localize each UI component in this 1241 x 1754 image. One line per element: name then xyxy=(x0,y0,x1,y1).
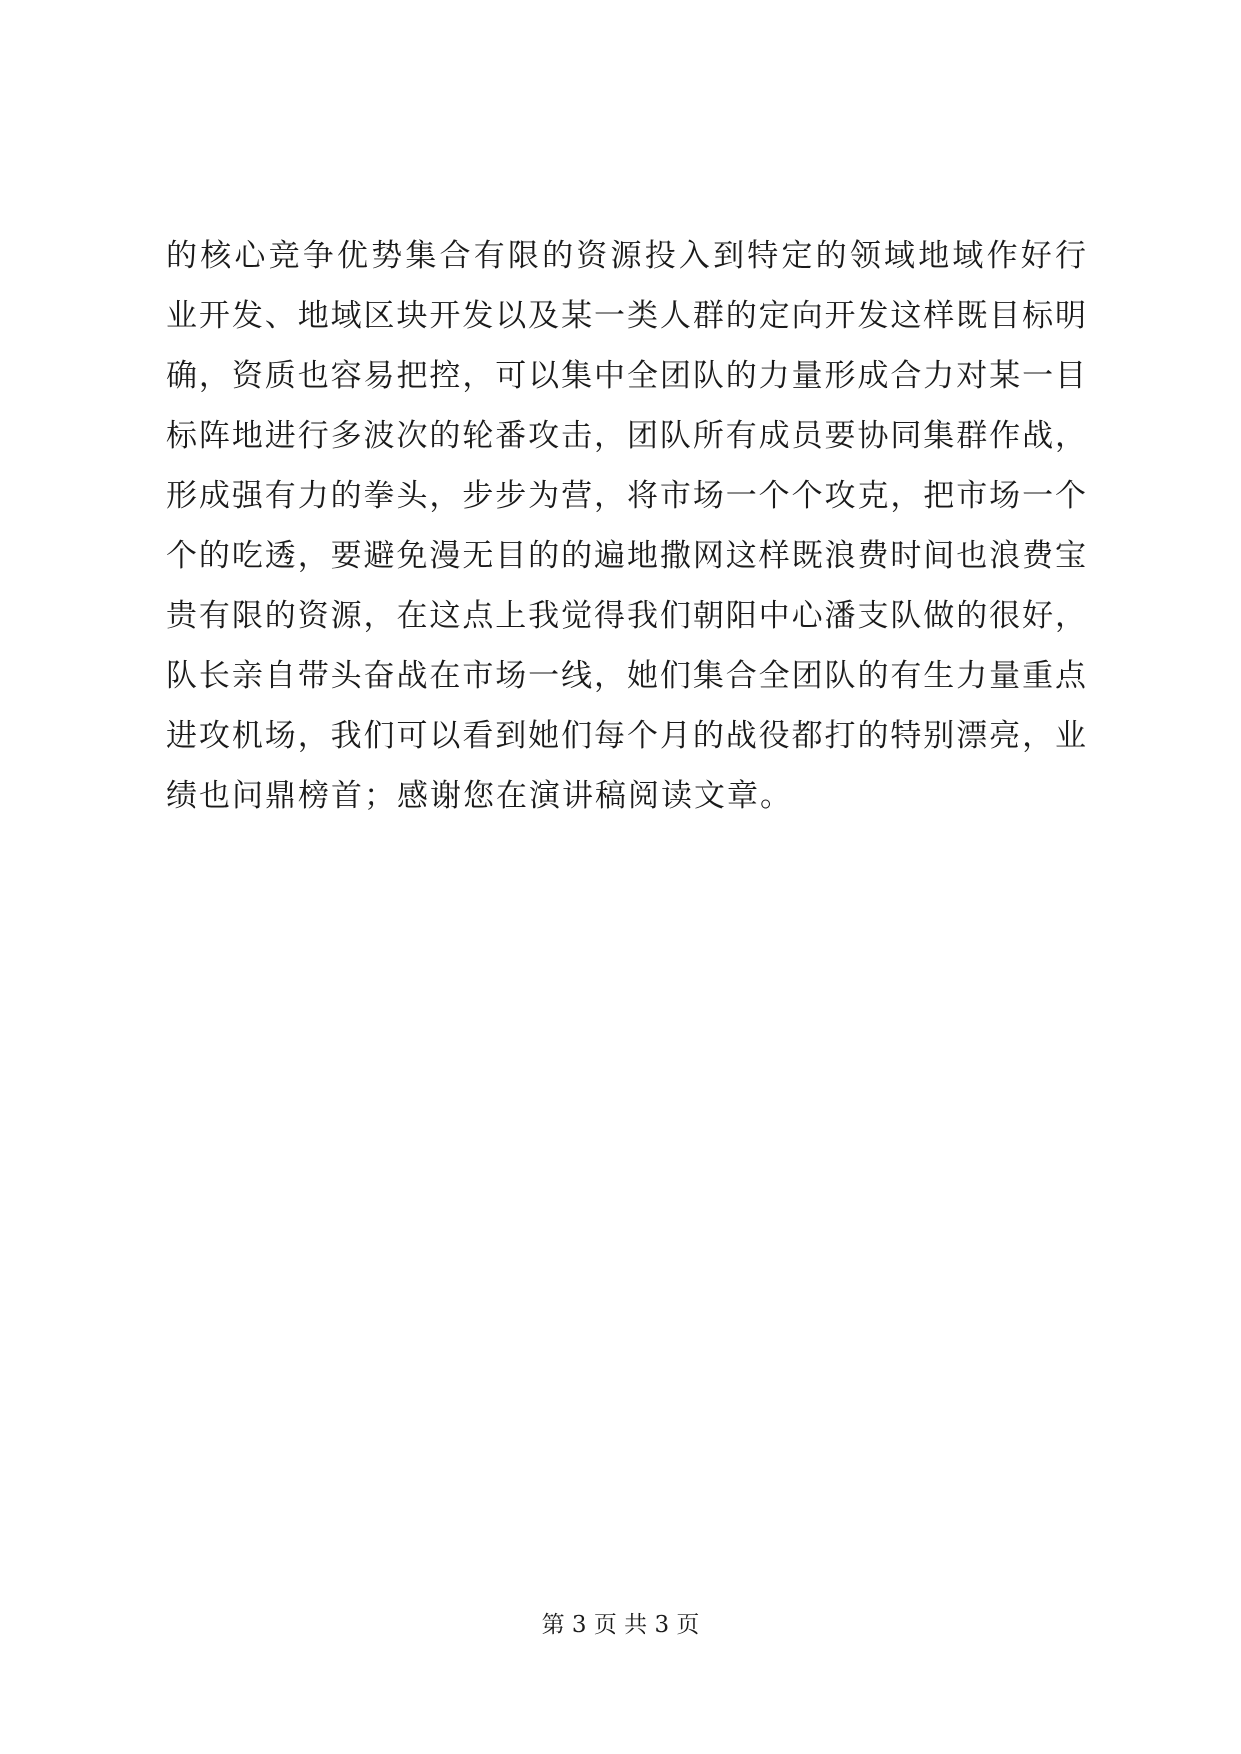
text-line-1: 的核心竞争优势集合有限的资源投入到特定的领域地域作好行 xyxy=(166,238,1086,274)
text-line-7: 贵有限的资源，在这点上我觉得我们朝阳中心潘支队做的很好， xyxy=(166,598,1086,634)
text-line-10: 绩也问鼎榜首；感谢您在演讲稿阅读文章。 xyxy=(166,778,793,814)
text-line-2: 业开发、地域区块开发以及某一类人群的定向开发这样既目标明 xyxy=(166,298,1086,334)
text-line-5: 形成强有力的拳头，步步为营，将市场一个个攻克，把市场一个 xyxy=(166,478,1086,514)
body-paragraph xyxy=(166,226,1086,826)
text-line-3: 确，资质也容易把控，可以集中全团队的力量形成合力对某一目 xyxy=(166,358,1086,394)
text-line-8: 队长亲自带头奋战在市场一线，她们集合全团队的有生力量重点 xyxy=(166,658,1086,694)
page-number-footer: 第 3 页 共 3 页 xyxy=(541,1612,700,1638)
text-line-9: 进攻机场，我们可以看到她们每个月的战役都打的特别漂亮，业 xyxy=(166,718,1086,754)
text-line-4: 标阵地进行多波次的轮番攻击，团队所有成员要协同集群作战， xyxy=(166,418,1086,454)
text-line-6: 个的吃透，要避免漫无目的的遍地撒网这样既浪费时间也浪费宝 xyxy=(166,538,1086,574)
